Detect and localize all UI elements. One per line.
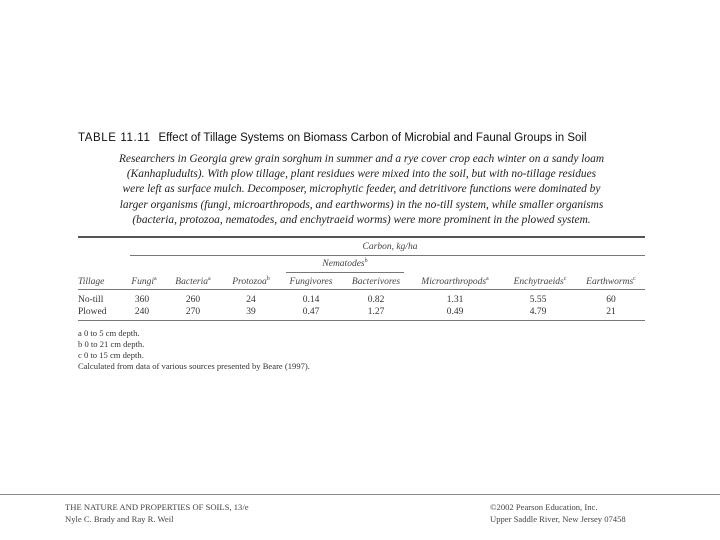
caption-line: were left as surface mulch. Decomposer, microphytic feeder, and detritivore functions were dominated by [122,183,601,196]
caption-line: Researchers in Georgia grew grain sorghum in summer and a rye cover crop each winter on a sandy loam [118,153,605,165]
table-cell: 1.27 [367,307,385,317]
footer-book-title: THE NATURE AND PROPERTIES OF SOILS, 13/e [65,502,249,512]
col-header-tillage: Tillage [78,277,105,287]
col-header-enchytraeids: Enchytraeids$^c$ [513,275,567,287]
col-header-bacterivores: Bacterivores [351,277,401,287]
table-cell: 270 [185,307,201,317]
table-cell: 1.31 [446,295,464,305]
caption-line: larger organisms (fungi, microarthropods, and earthworms) in the no-till system, while smaller organisms [119,198,604,211]
table-cell: 0.14 [302,295,320,305]
col-header-protozoa: Protozoa$^b$ [232,275,270,287]
table-cell: 260 [185,295,201,305]
table-cell: 0.82 [367,295,385,305]
table-bottom-rule [78,320,645,321]
nematodes-group-sup: b [364,257,368,264]
footer-copyright: ©2002 Pearson Education, Inc. [490,502,598,512]
table-top-rule [78,236,645,238]
table-row-plowed-label: Plowed [78,307,107,317]
footer-location: Upper Saddle River, New Jersey 07458 [490,514,626,524]
table-title [78,132,678,144]
table-title-text: Effect of Tillage Systems on Biomass Carbon of Microbial and Faunal Groups in Soil [158,132,587,144]
col-header-fungivores: Fungivores [289,277,333,287]
table-cell: 39 [246,307,256,317]
col-header-bacteria: Bacteria$^a$ [175,275,211,287]
units-header-rule [130,255,645,256]
nematodes-group-header [322,259,367,270]
footnote-source: Calculated from data of various sources presented by Beare (1997). [78,361,310,371]
table-cell: 0.49 [446,307,464,317]
table-cell: 5.55 [529,295,547,305]
caption-line: (bacteria, protozoa, nematodes, and enchytraeid worms) were more prominent in the plowed system. [132,213,591,226]
table-row-no-till-label: No-till [78,295,104,305]
nematodes-group-label: Nematodes [322,259,365,269]
col-header-earthworms: Earthworms$^c$ [586,275,636,287]
caption-line: (Kanhapludults). With plow tillage, plant residues were mixed into the soil, but with no-tillage residues [126,168,597,181]
col-header-microarthropods: Microarthropods$^a$ [421,275,489,287]
units-header: Carbon, kg/ha [362,242,418,252]
table-cell: 21 [606,307,616,317]
footer-authors: Nyle C. Brady and Ray R. Weil [65,514,174,524]
footnote-a: a 0 to 5 cm depth. [78,328,140,338]
footnote-c: c 0 to 15 cm depth. [78,350,144,360]
column-header-rule [78,289,645,290]
table-cell: 24 [246,295,256,305]
footer-rule [0,494,720,495]
table-number: TABLE 11.11 [78,132,151,144]
table-cell: 360 [134,295,150,305]
nematodes-group-rule [286,272,404,273]
table-cell: 4.79 [529,307,547,317]
table-caption [78,152,645,228]
table-cell: 60 [606,295,616,305]
footnote-b: b 0 to 21 cm depth. [78,339,145,349]
col-header-fungi: Fungi$^a$ [131,275,157,287]
table-cell: 240 [134,307,150,317]
table-cell: 0.47 [302,307,320,317]
